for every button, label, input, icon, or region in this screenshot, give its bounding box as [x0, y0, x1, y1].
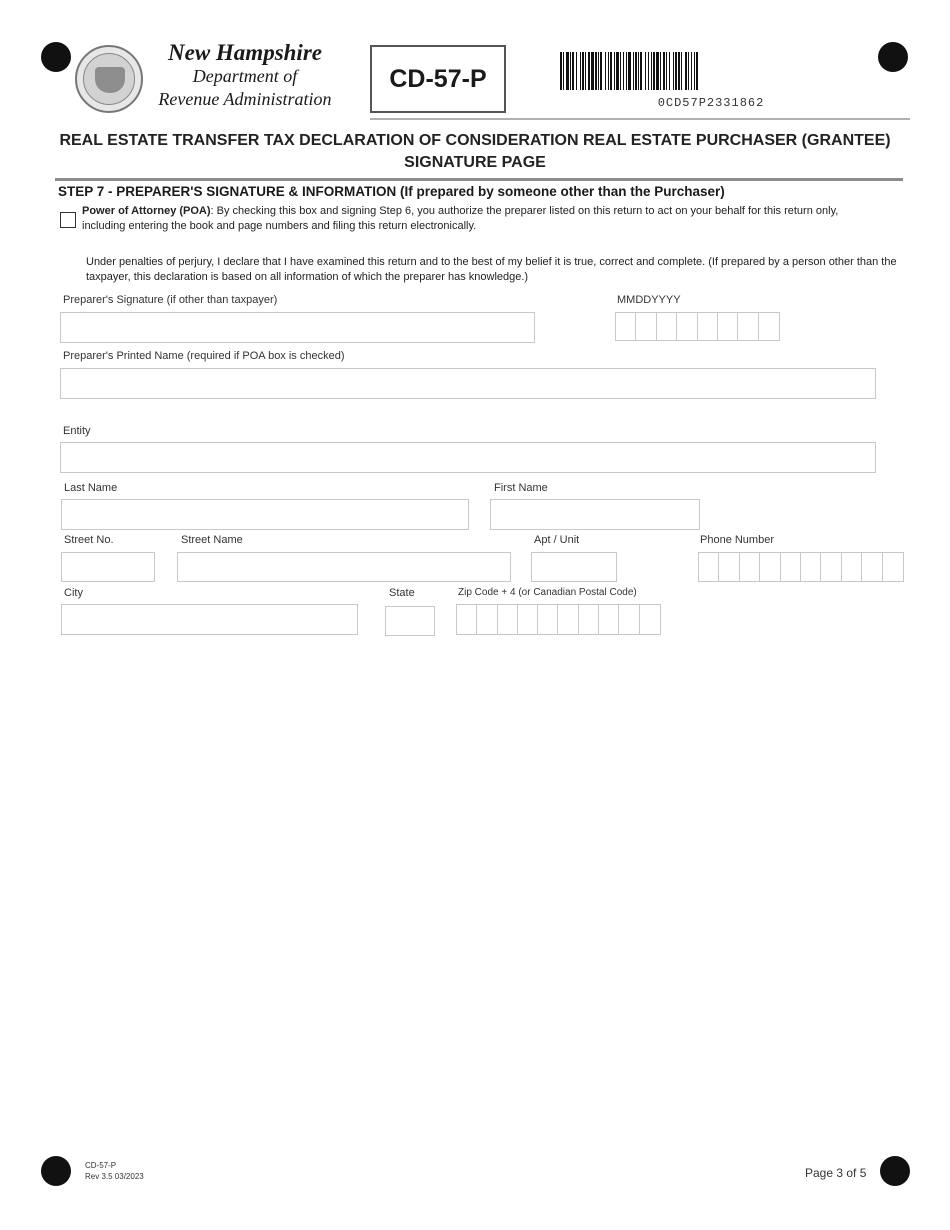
state-label: State [389, 587, 415, 599]
registration-mark-top-left [41, 42, 71, 72]
registration-mark-top-right [878, 42, 908, 72]
city-field[interactable] [61, 604, 358, 635]
page-subtitle: SIGNATURE PAGE [404, 154, 546, 171]
perjury-statement: Under penalties of perjury, I declare that I have examined this return and to the best of my belief it is true, correct and complete. (If prepared by a person other than the taxpayer, this declaration is based on all information of which the preparer has knowledge.) [86, 256, 897, 283]
poa-text: : By checking this box and signing Step 6, you authorize the preparer listed on this return to act on your behalf for this return only, including entering the book and page numbers and filing this return electronically. [82, 205, 839, 232]
form-id-box: CD-57-P [370, 45, 506, 113]
entity-field[interactable] [60, 442, 876, 473]
header-divider [370, 118, 910, 120]
apt-unit-field[interactable] [531, 552, 617, 582]
phone-number-field[interactable] [698, 552, 904, 582]
barcode-bar [698, 52, 701, 90]
first-name-label: First Name [494, 482, 548, 494]
preparer-printed-name-label: Preparer's Printed Name (required if POA box is checked) [63, 350, 345, 362]
agency-division: Revenue Administration [158, 89, 332, 109]
preparer-signature-label: Preparer's Signature (if other than taxpayer) [63, 294, 278, 306]
date-label: MMDDYYYY [617, 294, 681, 306]
barcode [560, 52, 862, 90]
entity-label: Entity [63, 425, 91, 437]
last-name-field[interactable] [61, 499, 469, 530]
apt-unit-label: Apt / Unit [534, 534, 580, 546]
poa-checkbox[interactable] [60, 212, 76, 228]
last-name-label: Last Name [64, 482, 118, 494]
step7-heading: STEP 7 - PREPARER'S SIGNATURE & INFORMATION (If prepared by someone other than the Purchaser) [58, 184, 725, 199]
city-label: City [64, 587, 83, 599]
agency-name: New Hampshire [168, 40, 322, 65]
title-divider [55, 178, 903, 181]
preparer-signature-field[interactable] [60, 312, 535, 343]
registration-mark-bottom-left [41, 1156, 71, 1186]
phone-number-label: Phone Number [700, 534, 774, 546]
state-seal-icon [75, 45, 143, 113]
first-name-field[interactable] [490, 499, 700, 530]
page-title: REAL ESTATE TRANSFER TAX DECLARATION OF CONSIDERATION REAL ESTATE PURCHASER (GRANTEE) [59, 132, 891, 149]
preparer-printed-name-field[interactable] [60, 368, 876, 399]
barcode-number: 0CD57P2331862 [657, 96, 765, 110]
agency-department: Department of [192, 66, 298, 86]
zip-code-label: Zip Code + 4 (or Canadian Postal Code) [458, 587, 637, 598]
registration-mark-bottom-right [880, 1156, 910, 1186]
poa-statement [82, 204, 872, 234]
street-no-label: Street No. [64, 534, 114, 546]
street-name-label: Street Name [181, 534, 243, 546]
footer-form-id: CD-57-P [85, 1161, 117, 1170]
poa-label: Power of Attorney (POA) [82, 205, 211, 217]
date-field[interactable] [615, 312, 780, 341]
zip-code-field[interactable] [456, 604, 661, 635]
street-no-field[interactable] [61, 552, 155, 582]
state-field[interactable] [385, 606, 435, 636]
street-name-field[interactable] [177, 552, 511, 582]
page-number: Page 3 of 5 [805, 1166, 867, 1180]
footer-revision: Rev 3.5 03/2023 [85, 1172, 144, 1181]
